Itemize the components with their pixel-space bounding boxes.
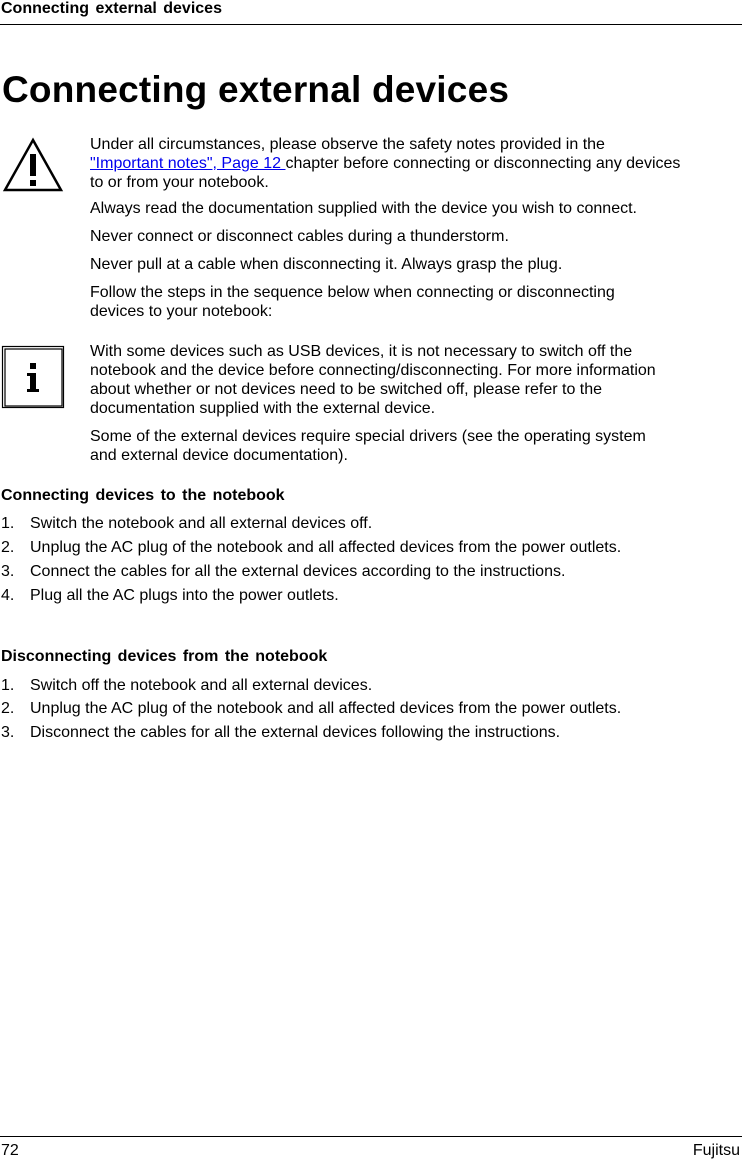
important-notes-link[interactable]: "Important notes", Page 12 (90, 155, 286, 172)
connecting-step (1, 586, 701, 605)
disconnecting-heading: Disconnecting devices from the notebook (1, 648, 328, 665)
info-icon (1, 345, 65, 409)
step-number: 1. (1, 515, 15, 532)
step-number: 2. (1, 700, 15, 717)
connecting-heading: Connecting devices to the notebook (1, 487, 285, 504)
step-number: 4. (1, 587, 15, 604)
step-number: 3. (1, 563, 15, 580)
connecting-step (1, 538, 701, 557)
connecting-step (1, 562, 701, 581)
step-text: Plug all the AC plugs into the power outlets. (30, 587, 339, 604)
disconnecting-step (1, 676, 701, 695)
footer-divider (0, 1136, 742, 1137)
step-number: 1. (1, 677, 15, 694)
disconnecting-step (1, 699, 701, 718)
pull-cable-note: Never pull at a cable when disconnecting it. Always grasp the plug. (90, 256, 563, 273)
thunderstorm-note: Never connect or disconnect cables during a thunderstorm. (90, 228, 509, 245)
step-number: 3. (1, 724, 15, 741)
follow-steps-note: Follow the steps in the sequence below when connecting or disconnecting devices to your notebook: (90, 284, 615, 320)
step-number: 2. (1, 539, 15, 556)
warning-triangle-icon (2, 137, 64, 193)
usb-devices-note: With some devices such as USB devices, it is not necessary to switch off the notebook and the device before connecting/disconnecting. For more information about whether or not devices need to be switched off, please refer to the documentation supplied with the external device. (90, 343, 656, 417)
footer-brand: Fujitsu (692, 1142, 740, 1159)
connecting-step (1, 514, 701, 533)
page-title: Connecting external devices (2, 69, 510, 110)
safety-note-suffix: chapter before connecting or disconnecting any devices to or from your notebook. (90, 155, 681, 191)
running-header: Connecting external devices (1, 0, 222, 17)
safety-note (90, 135, 690, 192)
page-number: 72 (1, 1142, 19, 1159)
special-drivers-note: Some of the external devices require special drivers (see the operating system and external device documentation). (90, 428, 646, 464)
header-divider (0, 24, 742, 25)
step-text: Unplug the AC plug of the notebook and all affected devices from the power outlets. (30, 700, 622, 717)
read-documentation-note: Always read the documentation supplied with the device you wish to connect. (90, 200, 637, 217)
safety-note-prefix: Under all circumstances, please observe the safety notes provided in the (90, 136, 605, 153)
step-text: Unplug the AC plug of the notebook and all affected devices from the power outlets. (30, 539, 622, 556)
disconnecting-step (1, 723, 701, 742)
step-text: Connect the cables for all the external devices according to the instructions. (30, 563, 566, 580)
step-text: Switch off the notebook and all external devices. (30, 677, 373, 694)
step-text: Switch the notebook and all external devices off. (30, 515, 373, 532)
step-text: Disconnect the cables for all the external devices following the instructions. (30, 724, 561, 741)
